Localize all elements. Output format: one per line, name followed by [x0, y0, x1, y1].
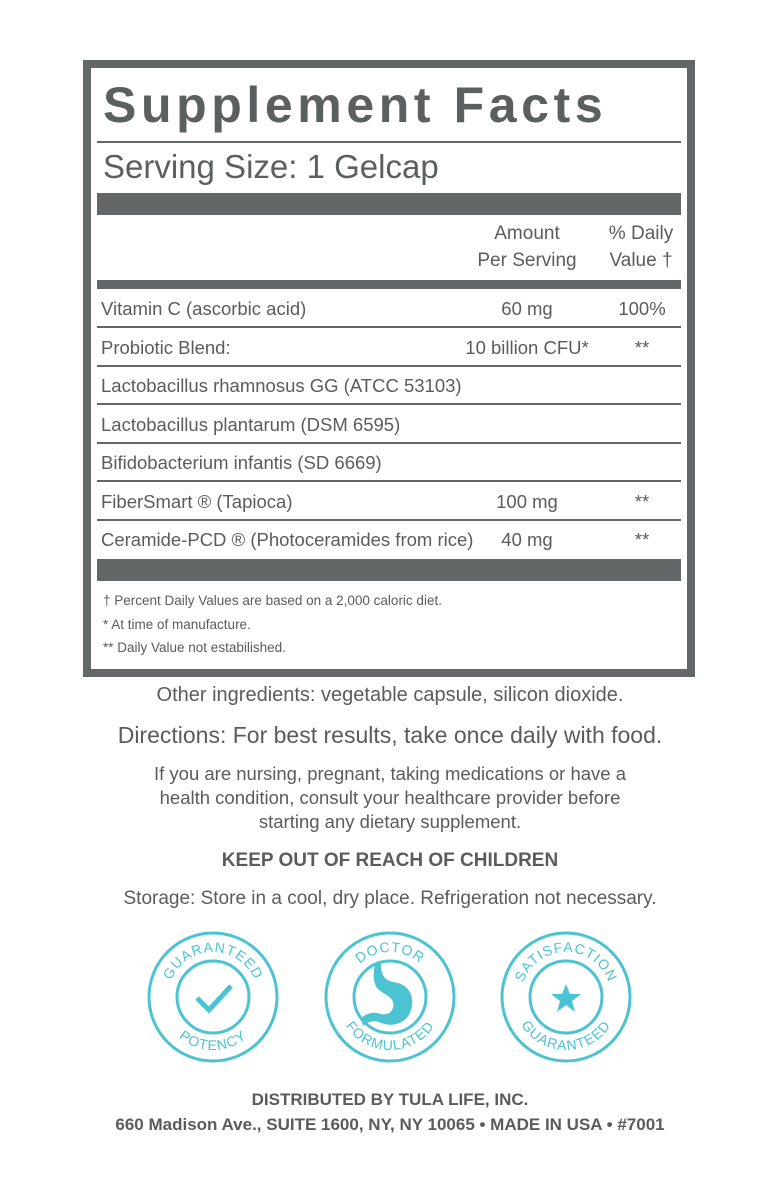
- nutrient-daily-value: **: [634, 529, 650, 550]
- nutrient-daily-value: **: [634, 490, 650, 512]
- nutrient-name: FiberSmart ® (Tapioca): [101, 490, 293, 512]
- distributor: DISTRIBUTED BY TULA LIFE, INC.: [251, 1090, 529, 1109]
- badge-bottom-text: GUARANTEED: [518, 1017, 614, 1054]
- header-dv-line1: % Daily: [608, 223, 674, 244]
- facts-title: Supplement Facts: [103, 77, 608, 133]
- svg-text:POTENCY: [177, 1027, 249, 1053]
- nutrient-name: Bifidobacterium infantis (SD 6669): [101, 452, 382, 473]
- table-row: [97, 483, 681, 521]
- serving-size: Serving Size: 1 Gelcap: [103, 148, 439, 185]
- nutrient-amount: 40 mg: [501, 529, 553, 550]
- keep-out-warning: KEEP OUT OF REACH OF CHILDREN: [221, 850, 559, 871]
- stomach-icon: [361, 964, 412, 1026]
- supplement-facts-panel: [83, 60, 695, 677]
- divider-bar: [97, 193, 681, 215]
- footnote: † Percent Daily Values are based on a 2,000 caloric diet.: [103, 593, 442, 608]
- nutrient-name: Lactobacillus rhamnosus GG (ATCC 53103): [101, 375, 462, 396]
- header-dv: [596, 220, 686, 274]
- nutrient-daily-value: 100%: [618, 298, 666, 319]
- divider-bar: [97, 280, 681, 289]
- nutrient-name: Probiotic Blend:: [101, 336, 231, 358]
- nutrient-name: Ceramide-PCD ® (Photoceramides from rice): [101, 529, 474, 550]
- other-ingredients: Other ingredients: vegetable capsule, silicon dioxide.: [156, 684, 624, 706]
- nutrient-amount: 60 mg: [501, 298, 553, 319]
- nutrient-name: Vitamin C (ascorbic acid): [101, 298, 307, 319]
- warning-line: health condition, consult your healthcare provider before: [159, 787, 621, 808]
- table-row: [97, 290, 681, 328]
- header-amount: [447, 220, 607, 274]
- badge-satisfaction-guaranteed: [499, 930, 633, 1064]
- header-amount-line1: Amount: [494, 223, 560, 244]
- nutrient-amount: 100 mg: [496, 490, 558, 512]
- table-row: [97, 406, 681, 444]
- divider-bar: [97, 559, 681, 581]
- svg-text:GUARANTEED: [518, 1017, 613, 1053]
- table-row: [97, 329, 681, 367]
- badge-top-text: DOCTOR: [351, 938, 429, 966]
- nutrient-daily-value: **: [634, 336, 650, 358]
- star-icon: [551, 984, 581, 1012]
- nutrient-amount: 10 billion CFU*: [465, 336, 589, 358]
- storage: Storage: Store in a cool, dry place. Refrigeration not necessary.: [123, 888, 657, 909]
- table-row: [97, 367, 681, 405]
- header-dv-line2: Value †: [609, 250, 673, 271]
- header-amount-line2: Per Serving: [477, 250, 577, 271]
- badge-top-text: GUARANTEED: [159, 938, 267, 982]
- table-row: [97, 521, 681, 559]
- badge-bottom-text: FORMULATED: [342, 1017, 438, 1054]
- address: 660 Madison Ave., SUITE 1600, NY, NY 10065 • MADE IN USA • #7001: [115, 1115, 665, 1134]
- divider: [97, 141, 681, 143]
- directions: Directions: For best results, take once daily with food.: [117, 722, 663, 748]
- footnote: * At time of manufacture.: [103, 617, 251, 632]
- badge-doctor-formulated: [323, 930, 457, 1064]
- warning: [0, 762, 780, 834]
- badge-top-text: SATISFACTION: [511, 938, 621, 984]
- check-icon: [197, 986, 231, 1010]
- nutrient-name: Lactobacillus plantarum (DSM 6595): [101, 413, 401, 435]
- footnote: ** Daily Value not estabilished.: [103, 640, 286, 655]
- badge-guaranteed-potency: [146, 930, 280, 1064]
- warning-line: starting any dietary supplement.: [258, 811, 522, 832]
- table-row: [97, 444, 681, 482]
- badge-bottom-text: POTENCY: [176, 1026, 250, 1054]
- warning-line: If you are nursing, pregnant, taking medications or have a: [153, 763, 627, 784]
